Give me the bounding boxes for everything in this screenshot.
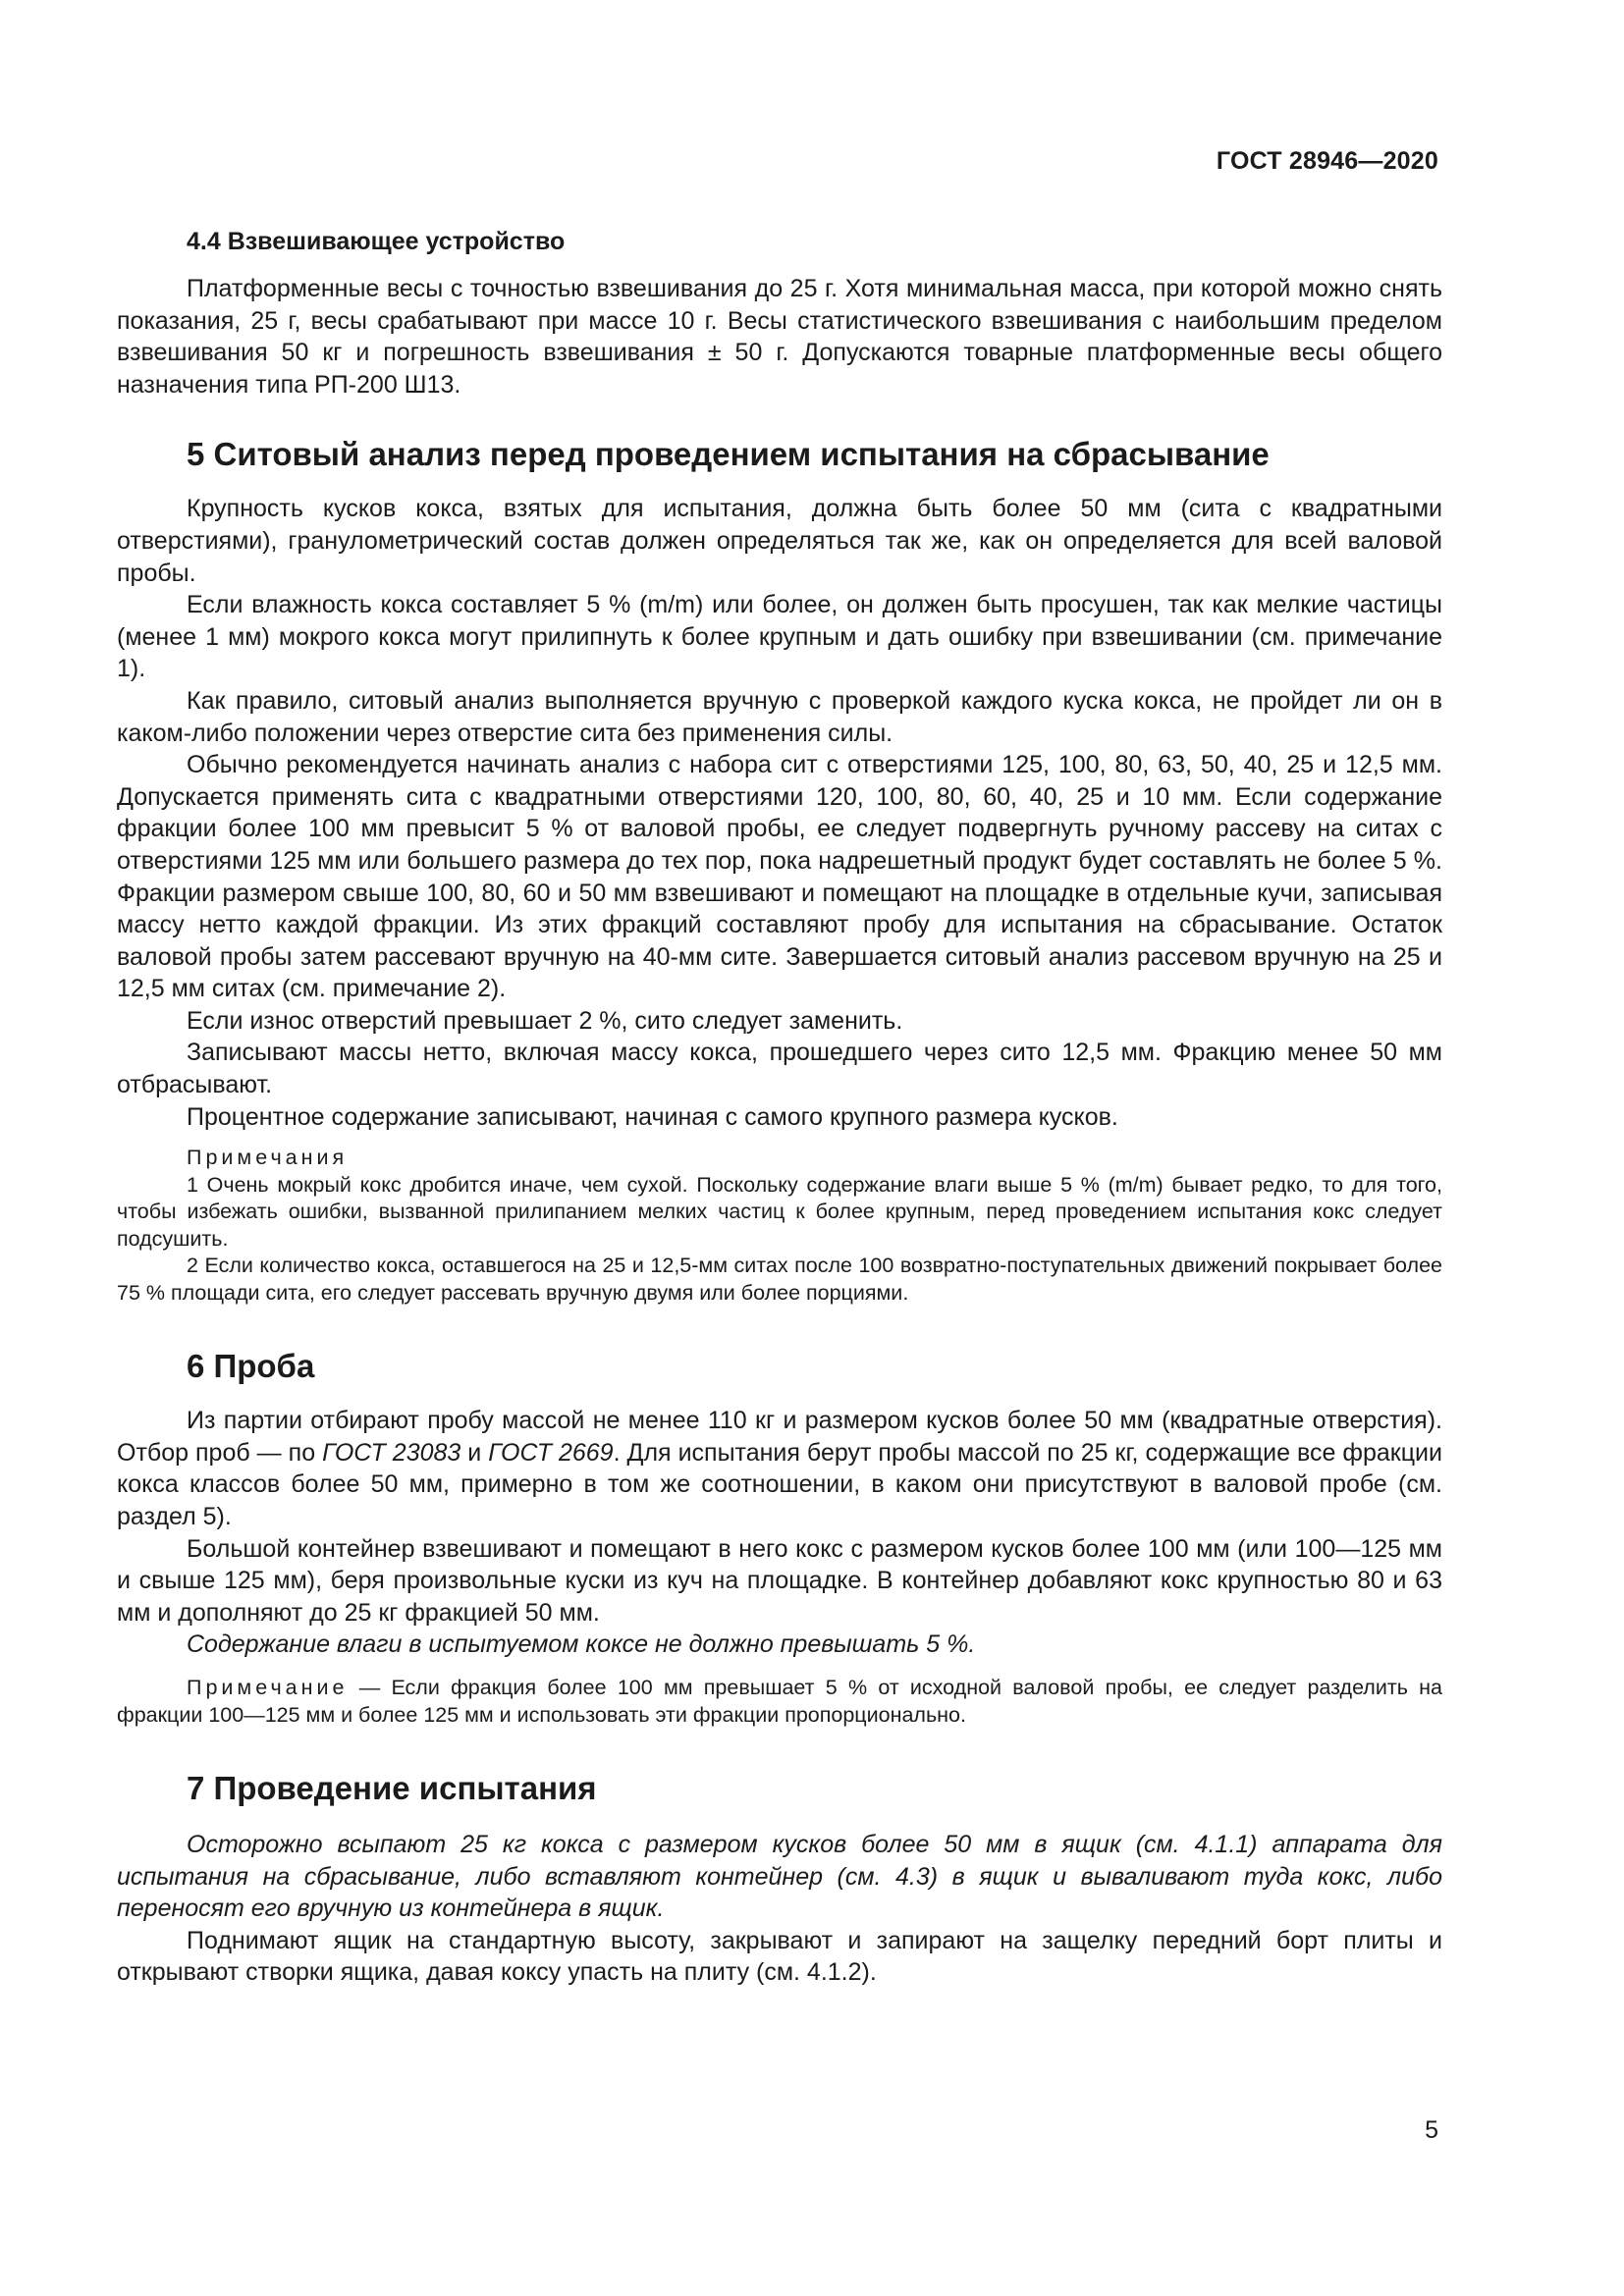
notes-title: Примечания xyxy=(187,1146,349,1170)
note-text: — Если фракция более 100 мм превышает 5 % от исходной валовой пробы, ее следует разделить на фракции 100—125 мм и более 125 мм и использовать эти фракции пропорционально. xyxy=(117,1676,1442,1727)
text-run: и xyxy=(460,1438,489,1467)
note-block xyxy=(117,1675,1442,1729)
standard-reference: ГОСТ 2669 xyxy=(488,1438,614,1467)
document-body xyxy=(117,224,1442,1989)
note-2: 2 Если количество кокса, оставшегося на 25 и 12,5-мм ситах после 100 возвратно-поступательных движений покрывает более 75 % площади сита, его следует рассевать вручную двумя или более порциями. xyxy=(117,1254,1442,1305)
paragraph-italic: Осторожно всыпают 25 кг кокса с размером кусков более 50 мм в ящик (см. 4.1.1) аппарата для испытания на сбрасывание, либо вставляют контейнер (см. 4.3) в ящик и вываливают туда кокс, либо переносят его вручную из контейнера в ящик. xyxy=(117,1831,1442,1923)
subsection-4-4-title: 4.4 Взвешивающее устройство xyxy=(187,228,566,255)
paragraph: Платформенные весы с точностью взвешивания до 25 г. Хотя минимальная масса, при которой можно снять показания, 25 г, весы срабатывают при массе 10 г. Весы статистического взвешивания с наибольшим пределом взвешивания 50 кг и погрешность взвешивания ± 50 г. Допускаются товарные платформенные весы общего назначения типа РП-200 Ш13. xyxy=(117,275,1442,399)
text-run: Из партии отбирают пробу массой не менее 110 кг и размером кусков более 50 мм (квадратные отверстия). Отбор проб — по xyxy=(117,1407,1442,1467)
paragraph: Обычно рекомендуется начинать анализ с набора сит с отверстиями 125, 100, 80, 63, 50, 40, 25 и 12,5 мм. Допускается применять сита с квадратными отверстиями 120, 100, 80, 60, 40, 25 и 10 мм. Если содержание фракции более 100 мм превысит 5 % от валовой пробы, ее следует подвергнуть ручному рассеву на ситах с отверстиями 125 мм или большего размера до тех пор, пока надрешетный продукт будет составлять не более 5 %. Фракции размером свыше 100, 80, 60 и 50 мм взвешивают и помещают на площадке в отдельные кучи, записывая массу нетто каждой фракции. Из этих фракций составляют пробу для испытания на сбрасывание. Остаток валовой пробы затем рассевают вручную на 40-мм сите. Завершается ситовый анализ рассевом вручную на 25 и 12,5 мм ситах (см. примечание 2). xyxy=(117,751,1442,1003)
standard-reference: ГОСТ 23083 xyxy=(322,1438,461,1467)
section-5-title: 5 Ситовый анализ перед проведением испытания на сбрасывание xyxy=(187,436,1270,473)
section-7-title: 7 Проведение испытания xyxy=(187,1770,597,1806)
section-6-title: 6 Проба xyxy=(187,1348,315,1385)
paragraph: Если износ отверстий превышает 2 %, сито следует заменить. xyxy=(187,1006,903,1035)
note-1: 1 Очень мокрый кокс дробится иначе, чем сухой. Поскольку содержание влаги выше 5 % (m/m) бывает редко, то для того, чтобы избежать ошибки, вызванной прилипанием мелких частиц к более крупным, перед проведением испытания кокс следует подсушить. xyxy=(117,1172,1442,1251)
notes-block xyxy=(117,1145,1442,1307)
paragraph-italic: Содержание влаги в испытуемом коксе не должно превышать 5 %. xyxy=(187,1630,976,1659)
page-number: 5 xyxy=(1425,2116,1438,2144)
note xyxy=(117,1675,1442,1729)
paragraph: Если влажность кокса составляет 5 % (m/m) или более, он должен быть просушен, так как мелкие частицы (менее 1 мм) мокрого кокса могут прилипнуть к более крупным и дать ошибку при взвешивании (см. примечание 1). xyxy=(117,591,1442,683)
paragraph xyxy=(117,1405,1442,1532)
paragraph: Записывают массы нетто, включая массу кокса, прошедшего через сито 12,5 мм. Фракцию менее 50 мм отбрасывают. xyxy=(117,1039,1442,1099)
paragraph: Поднимают ящик на стандартную высоту, закрывают и запирают на защелку передний борт плиты и открывают створки ящика, давая коксу упасть на плиту (см. 4.1.2). xyxy=(117,1926,1442,1987)
paragraph: Большой контейнер взвешивают и помещают в него кокс с размером кусков более 100 мм (или 100—125 мм и свыше 125 мм), беря произвольные куски из куч на площадке. В контейнер добавляют кокс крупностью 80 и 63 мм и дополняют до 25 кг фракцией 50 мм. xyxy=(117,1534,1442,1627)
paragraph: Процентное содержание записывают, начиная с самого крупного размера кусков. xyxy=(187,1102,1118,1131)
paragraph: Крупность кусков кокса, взятых для испытания, должна быть более 50 мм (сита с квадратными отверстиями), гранулометрический состав должен определяться так же, как он определяется для всей валовой пробы. xyxy=(117,495,1442,587)
paragraph: Как правило, ситовый анализ выполняется вручную с проверкой каждого куска кокса, не пройдет ли он в каком-либо положении через отверстие сита без применения силы. xyxy=(117,686,1442,747)
text-run: . Для испытания берут пробы массой по 25 кг, содержащие все фракции кокса классов более 50 мм, примерно в том же соотношении, в каком они присутствуют в валовой пробе (см. раздел 5). xyxy=(117,1438,1442,1531)
note-label: Примечание xyxy=(187,1676,349,1699)
document-header: ГОСТ 28946—2020 xyxy=(1216,147,1438,175)
